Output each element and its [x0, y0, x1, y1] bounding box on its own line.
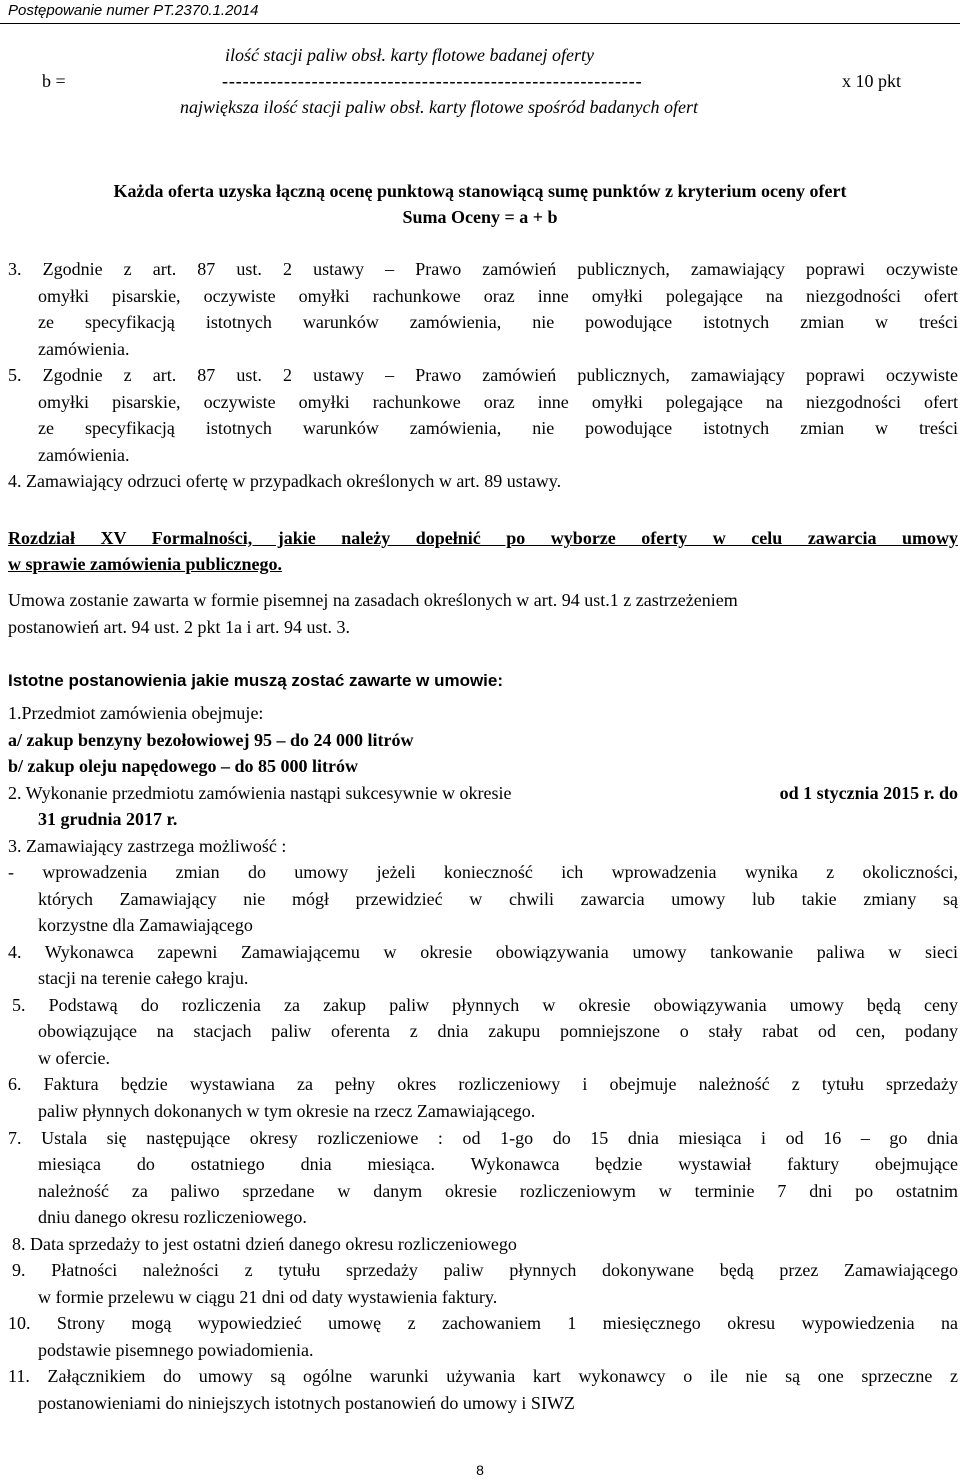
item9-line-1: 9. Płatności należności z tytułu sprzedaży paliw płynnych dokonywane będą przez Zamawiającego	[12, 1260, 958, 1280]
item10-line-2: podstawie pisemnego powiadomienia.	[38, 1340, 314, 1360]
para5-line-3: ze specyfikacją istotnych warunków zamówienia, nie powodujące istotnych zmian w treści	[38, 418, 958, 438]
formula-lhs: b =	[42, 71, 66, 91]
item7-line-2: miesiąca do ostatniego dnia miesiąca. Wykonawca będzie wystawiał faktury obejmujące	[38, 1154, 958, 1174]
para3-line-2: omyłki pisarskie, oczywiste omyłki rachunkowe oraz inne omyłki polegające na niezgodności ofert	[38, 286, 958, 306]
item7-line-1: 7. Ustala się następujące okresy rozliczeniowe : od 1-go do 15 dnia miesiąca i od 16 – go dnia	[8, 1128, 958, 1148]
para5-line-4: zamówienia.	[38, 445, 130, 465]
item1-a: a/ zakup benzyny bezołowiowej 95 – do 24 000 litrów	[8, 730, 414, 750]
chapter-heading-line-2: w sprawie zamówienia publicznego.	[8, 554, 282, 574]
para3-line-1: 3. Zgodnie z art. 87 ust. 2 ustawy – Prawo zamówień publicznych, zamawiający poprawi oczywiste	[8, 259, 958, 279]
item1-b: b/ zakup oleju napędowego – do 85 000 litrów	[8, 756, 359, 776]
item3-line-1: - wprowadzenia zmian do umowy jeżeli konieczność ich wprowadzenia wynika z okoliczności,	[8, 862, 958, 882]
summary-line-1: Każda oferta uzyska łączną ocenę punktową stanowiącą sumę punktów z kryterium oceny ofert	[113, 181, 847, 201]
para5-line-2: omyłki pisarskie, oczywiste omyłki rachunkowe oraz inne omyłki polegające na niezgodności ofert	[38, 392, 958, 412]
summary-line-2: Suma Oceny = a + b	[402, 207, 558, 227]
formula-denominator: największa ilość stacji paliw obsł. karty flotowe spośród badanych ofert	[180, 97, 698, 117]
item3-intro: 3. Zamawiający zastrzega możliwość :	[8, 836, 287, 856]
item8: 8. Data sprzedaży to jest ostatni dzień danego okresu rozliczeniowego	[12, 1234, 517, 1254]
item5-line-2: obowiązujące na stacjach paliw oferenta z dnia zakupu pomniejszone o stały rabat od cen, podany	[38, 1021, 958, 1041]
item2-text: 2. Wykonanie przedmiotu zamówienia nastąpi sukcesywnie w okresie	[8, 783, 512, 803]
para3-line-3: ze specyfikacją istotnych warunków zamówienia, nie powodujące istotnych zmian w treści	[38, 312, 958, 332]
page-number: 8	[476, 1462, 484, 1478]
item4-line-1: 4. Wykonawca zapewni Zamawiającemu w okresie obowiązywania umowy tankowanie paliwa w sieci	[8, 942, 958, 962]
umowa-line-1: Umowa zostanie zawarta w formie pisemnej na zasadach określonych w art. 94 ust.1 z zastrzeżeniem	[8, 590, 738, 610]
item9-line-2: w formie przelewu w ciągu 21 dni od daty wystawienia faktury.	[38, 1287, 498, 1307]
umowa-line-2: postanowień art. 94 ust. 2 pkt 1a i art. 94 ust. 3.	[8, 617, 350, 637]
item2-date-end: 31 grudnia 2017 r.	[38, 809, 178, 829]
para4: 4. Zamawiający odrzuci ofertę w przypadkach określonych w art. 89 ustawy.	[8, 471, 562, 491]
item11-line-2: postanowieniami do niniejszych istotnych postanowień do umowy i SIWZ	[38, 1393, 575, 1413]
istotne-heading: Istotne postanowienia jakie muszą zostać zawarte w umowie:	[8, 671, 504, 690]
formula-numerator: ilość stacji paliw obsł. karty flotowe badanej oferty	[225, 45, 594, 65]
item11-line-1: 11. Załącznikiem do umowy są ogólne warunki używania kart wykonawcy o ile nie są one sprzeczne z	[8, 1366, 958, 1386]
formula-rhs: x 10 pkt	[842, 71, 902, 91]
item6-line-2: paliw płynnych dokonanych w tym okresie na rzecz Zamawiającego.	[38, 1101, 536, 1121]
item2-date-start: od 1 stycznia 2015 r. do	[779, 783, 958, 803]
item6-line-1: 6. Faktura będzie wystawiana za pełny okres rozliczeniowy i obejmuje należność z tytułu sprzedaży	[8, 1074, 958, 1094]
item4-line-2: stacji na terenie całego kraju.	[38, 968, 249, 988]
item1-intro: 1.Przedmiot zamówienia obejmuje:	[8, 703, 264, 723]
para3-line-4: zamówienia.	[38, 339, 130, 359]
item10-line-1: 10. Strony mogą wypowiedzieć umowę z zachowaniem 1 miesięcznego okresu wypowiedzenia na	[8, 1313, 958, 1333]
item2-line-1	[8, 782, 958, 804]
item7-line-4: dniu danego okresu rozliczeniowego.	[38, 1207, 307, 1227]
page-header: Postępowanie numer PT.2370.1.2014	[8, 2, 259, 19]
item5-line-3: w ofercie.	[38, 1048, 110, 1068]
para5-line-1: 5. Zgodnie z art. 87 ust. 2 ustawy – Prawo zamówień publicznych, zamawiający poprawi oczywiste	[8, 365, 958, 385]
item3-line-2: których Zamawiający nie mógł przewidzieć w chwili zawarcia umowy lub takie zmiany są	[38, 889, 958, 909]
item3-line-3: korzystne dla Zamawiającego	[38, 915, 253, 935]
item5-line-1: 5. Podstawą do rozliczenia za zakup paliw płynnych w okresie obowiązywania umowy będą ceny	[12, 995, 958, 1015]
item7-line-3: należność za paliwo sprzedane w danym okresie rozliczeniowym w terminie 7 dni po ostatnim	[38, 1181, 958, 1201]
header-rule	[0, 23, 960, 24]
chapter-heading-line-1: Rozdział XV Formalności, jakie należy dopełnić po wyborze oferty w celu zawarcia umowy	[8, 528, 958, 548]
formula-dashes: -------------------------------------------------------------	[222, 71, 643, 91]
